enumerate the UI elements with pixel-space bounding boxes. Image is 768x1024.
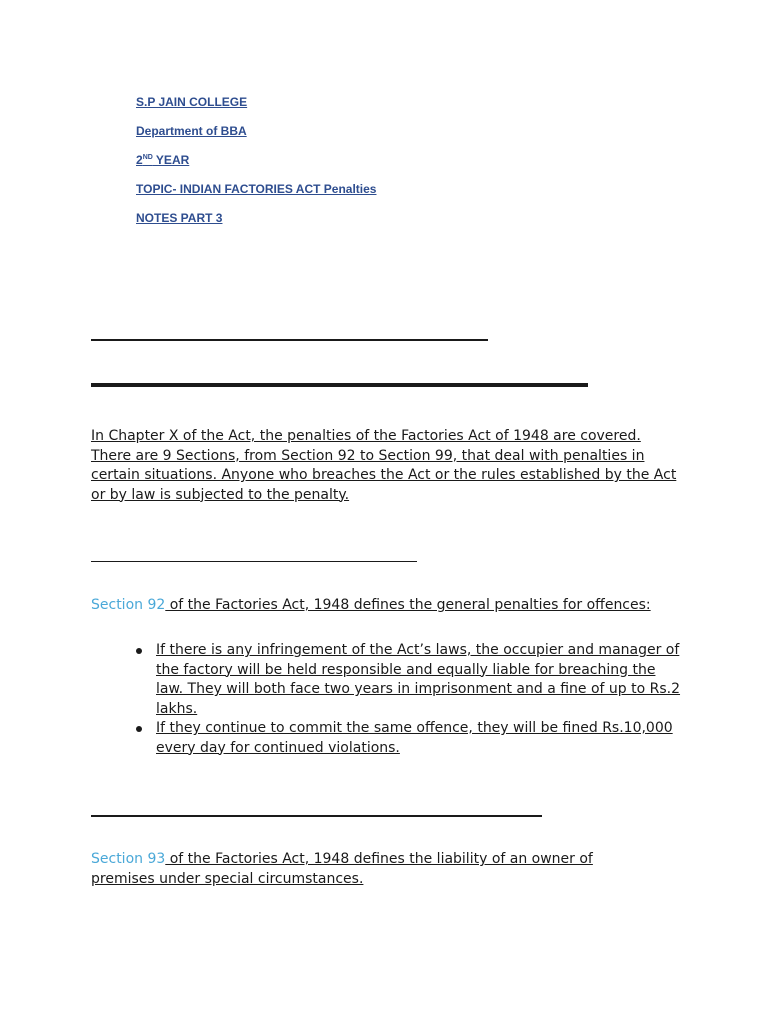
department-name: Department of BBA [136,124,247,138]
section-92-link[interactable]: Section 92 [91,597,166,613]
year-number: 2 [136,153,143,167]
document-header [136,94,376,239]
section-92-bullet-list [136,641,681,758]
section-92-intro [91,596,681,616]
bullet-text: If there is any infringement of the Act’s laws, the occupier and manager of the factory will be held responsible and equally liable for breaching the law. They will both face two years in imprisonment and a fine of up to Rs.2 lakhs. [156,642,681,717]
list-item [136,719,681,758]
list-item [136,641,681,719]
year-word: YEAR [152,153,190,167]
divider-rule-2 [91,383,588,387]
section-93-link[interactable]: Section 93 [91,851,166,867]
divider-rule-4 [91,815,542,817]
section-93-intro [91,850,631,889]
intro-paragraph: In Chapter X of the Act, the penalties of the Factories Act of 1948 are covered. There are 9 Sections, from Section 92 to Section 99, that deal with penalties in certain situations. Anyone who breaches the Act or the rules established by the Act or by law is subjected to the penalty. [91,428,677,503]
year-superscript: ND [142,154,153,161]
college-name: S.P JAIN COLLEGE [136,95,248,109]
bullet-icon [136,648,142,654]
year-label [136,152,376,181]
notes-part: NOTES PART 3 [136,211,223,225]
section-93-text: of the Factories Act, 1948 defines the liability of an owner of premises under special circumstances. [91,851,593,887]
divider-rule-3 [91,561,417,562]
divider-rule-1 [91,339,488,341]
bullet-text: If they continue to commit the same offence, they will be fined Rs.10,000 every day for continued violations. [156,720,673,756]
bullet-icon [136,726,142,732]
section-92-text: of the Factories Act, 1948 defines the general penalties for offences: [165,597,651,613]
topic-title: TOPIC- INDIAN FACTORIES ACT Penalties [136,182,377,196]
